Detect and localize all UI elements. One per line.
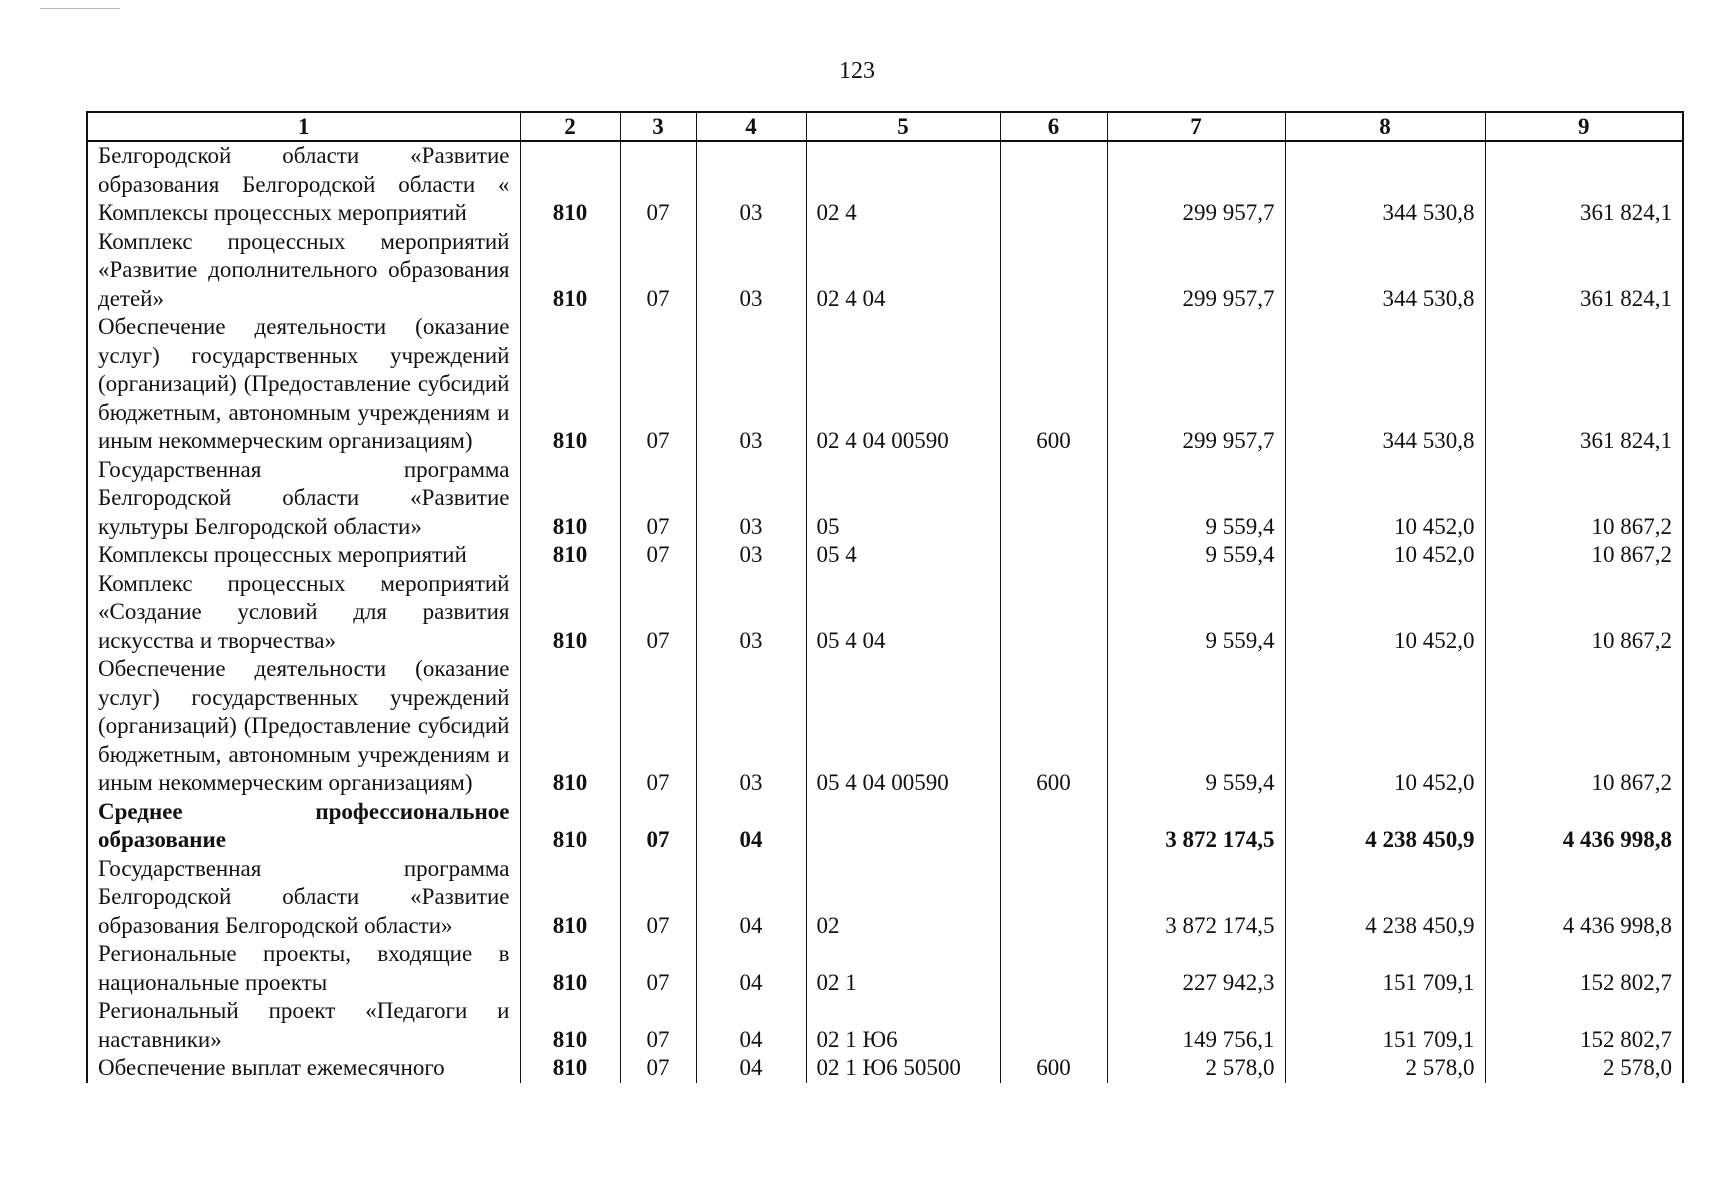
row-section-cell: 07: [620, 655, 696, 798]
row-name-cell: Комплекс процессных мероприятий «Создание условий для развития искусства и творчества»: [87, 570, 520, 656]
row-subsection-cell: 03: [696, 655, 806, 798]
row-name-cell: Государственная программа Белгородской области «Развитие культуры Белгородской области»: [87, 456, 520, 542]
row-name-cell: Среднее профессиональное образование: [87, 798, 520, 855]
row-code-cell: 810: [520, 940, 620, 997]
row-amount-cell: 10 867,2: [1485, 655, 1683, 798]
column-header: 4: [696, 112, 806, 141]
table-row: [87, 141, 1683, 228]
row-target-article-cell: 05 4 04 00590: [806, 655, 1000, 798]
row-target-article-cell: 02 4 04 00590: [806, 313, 1000, 456]
row-expense-type-cell: 600: [1000, 655, 1107, 798]
table-row: [87, 997, 1683, 1054]
row-amount-cell: 9 559,4: [1107, 541, 1285, 570]
column-header: 1: [87, 112, 520, 141]
row-amount-cell: 344 530,8: [1285, 228, 1485, 314]
row-subsection-cell: 03: [696, 570, 806, 656]
row-expense-type-cell: [1000, 456, 1107, 542]
row-expense-type-cell: [1000, 855, 1107, 941]
row-amount-cell: 10 867,2: [1485, 570, 1683, 656]
row-subsection-cell: 03: [696, 313, 806, 456]
table-row: [87, 940, 1683, 997]
row-section-cell: 07: [620, 1054, 696, 1083]
row-name-cell: Обеспечение выплат ежемесячного: [87, 1054, 520, 1083]
row-amount-cell: 10 452,0: [1285, 655, 1485, 798]
row-amount-cell: 152 802,7: [1485, 997, 1683, 1054]
row-expense-type-cell: 600: [1000, 1054, 1107, 1083]
table-row: [87, 541, 1683, 570]
row-code-cell: 810: [520, 655, 620, 798]
row-amount-cell: 151 709,1: [1285, 997, 1485, 1054]
row-section-cell: 07: [620, 997, 696, 1054]
row-expense-type-cell: [1000, 228, 1107, 314]
row-name-cell: Комплексы процессных мероприятий: [87, 541, 520, 570]
column-header: 5: [806, 112, 1000, 141]
row-code-cell: 810: [520, 997, 620, 1054]
row-amount-cell: 299 957,7: [1107, 313, 1285, 456]
row-section-cell: 07: [620, 940, 696, 997]
row-code-cell: 810: [520, 1054, 620, 1083]
row-subsection-cell: 03: [696, 141, 806, 228]
budget-table: [86, 111, 1684, 1083]
row-amount-cell: 2 578,0: [1485, 1054, 1683, 1083]
row-target-article-cell: 05 4 04: [806, 570, 1000, 656]
row-subsection-cell: 04: [696, 1054, 806, 1083]
row-name-cell: Государственная программа Белгородской области «Развитие образования Белгородской области»: [87, 855, 520, 941]
row-name-cell: Обеспечение деятельности (оказание услуг) государственных учреждений (организаций) (Предоставление субсидий бюджетным, автономным учреждениям и иным некоммерческим организациям): [87, 313, 520, 456]
row-name-cell: Региональные проекты, входящие в национальные проекты: [87, 940, 520, 997]
row-amount-cell: 10 452,0: [1285, 541, 1485, 570]
row-name-cell: Белгородской области «Развитие образования Белгородской области « Комплексы процессных мероприятий: [87, 141, 520, 228]
row-code-cell: 810: [520, 541, 620, 570]
row-amount-cell: 9 559,4: [1107, 655, 1285, 798]
table-row: [87, 313, 1683, 456]
row-amount-cell: 9 559,4: [1107, 456, 1285, 542]
table-row: [87, 798, 1683, 855]
row-section-cell: 07: [620, 456, 696, 542]
row-subsection-cell: 04: [696, 855, 806, 941]
row-amount-cell: 361 824,1: [1485, 228, 1683, 314]
row-amount-cell: 10 452,0: [1285, 456, 1485, 542]
column-header: 6: [1000, 112, 1107, 141]
row-expense-type-cell: [1000, 997, 1107, 1054]
column-header: 2: [520, 112, 620, 141]
row-amount-cell: 2 578,0: [1285, 1054, 1485, 1083]
row-target-article-cell: 05: [806, 456, 1000, 542]
row-code-cell: 810: [520, 855, 620, 941]
row-target-article-cell: 02: [806, 855, 1000, 941]
row-section-cell: 07: [620, 570, 696, 656]
scan-artifact-line: [40, 8, 120, 9]
row-code-cell: 810: [520, 798, 620, 855]
row-code-cell: 810: [520, 456, 620, 542]
row-amount-cell: 9 559,4: [1107, 570, 1285, 656]
row-amount-cell: 152 802,7: [1485, 940, 1683, 997]
row-amount-cell: 361 824,1: [1485, 141, 1683, 228]
row-name-cell: Обеспечение деятельности (оказание услуг) государственных учреждений (организаций) (Предоставление субсидий бюджетным, автономным учреждениям и иным некоммерческим организациям): [87, 655, 520, 798]
row-amount-cell: 149 756,1: [1107, 997, 1285, 1054]
row-subsection-cell: 04: [696, 997, 806, 1054]
row-subsection-cell: 03: [696, 228, 806, 314]
row-code-cell: 810: [520, 570, 620, 656]
table-body: [87, 141, 1683, 1083]
row-target-article-cell: 02 1 Ю6: [806, 997, 1000, 1054]
table-row: [87, 1054, 1683, 1083]
page-number: 123: [839, 58, 875, 84]
column-header: 8: [1285, 112, 1485, 141]
row-subsection-cell: 04: [696, 940, 806, 997]
row-section-cell: 07: [620, 141, 696, 228]
table-row: [87, 855, 1683, 941]
row-subsection-cell: 04: [696, 798, 806, 855]
row-amount-cell: 4 238 450,9: [1285, 798, 1485, 855]
row-name-cell: Комплекс процессных мероприятий «Развитие дополнительного образования детей»: [87, 228, 520, 314]
row-amount-cell: 4 436 998,8: [1485, 855, 1683, 941]
row-amount-cell: 10 452,0: [1285, 570, 1485, 656]
row-section-cell: 07: [620, 228, 696, 314]
row-section-cell: 07: [620, 855, 696, 941]
row-amount-cell: 3 872 174,5: [1107, 855, 1285, 941]
row-amount-cell: 151 709,1: [1285, 940, 1485, 997]
column-header: 7: [1107, 112, 1285, 141]
row-expense-type-cell: [1000, 141, 1107, 228]
table-row: [87, 456, 1683, 542]
row-target-article-cell: 02 1 Ю6 50500: [806, 1054, 1000, 1083]
row-amount-cell: 10 867,2: [1485, 456, 1683, 542]
row-expense-type-cell: 600: [1000, 313, 1107, 456]
row-subsection-cell: 03: [696, 456, 806, 542]
table-row: [87, 655, 1683, 798]
row-amount-cell: 227 942,3: [1107, 940, 1285, 997]
row-amount-cell: 10 867,2: [1485, 541, 1683, 570]
row-section-cell: 07: [620, 313, 696, 456]
row-expense-type-cell: [1000, 940, 1107, 997]
row-code-cell: 810: [520, 141, 620, 228]
row-target-article-cell: 05 4: [806, 541, 1000, 570]
row-amount-cell: 361 824,1: [1485, 313, 1683, 456]
column-header: 3: [620, 112, 696, 141]
row-amount-cell: 4 238 450,9: [1285, 855, 1485, 941]
row-amount-cell: 344 530,8: [1285, 141, 1485, 228]
table-row: [87, 570, 1683, 656]
row-expense-type-cell: [1000, 541, 1107, 570]
row-code-cell: 810: [520, 313, 620, 456]
row-target-article-cell: 02 4 04: [806, 228, 1000, 314]
row-subsection-cell: 03: [696, 541, 806, 570]
row-target-article-cell: [806, 798, 1000, 855]
row-section-cell: 07: [620, 541, 696, 570]
row-target-article-cell: 02 1: [806, 940, 1000, 997]
row-code-cell: 810: [520, 228, 620, 314]
column-number-row: [87, 112, 1683, 141]
row-amount-cell: 299 957,7: [1107, 228, 1285, 314]
row-amount-cell: 4 436 998,8: [1485, 798, 1683, 855]
table-row: [87, 228, 1683, 314]
row-amount-cell: 344 530,8: [1285, 313, 1485, 456]
row-name-cell: Региональный проект «Педагоги и наставники»: [87, 997, 520, 1054]
row-expense-type-cell: [1000, 570, 1107, 656]
row-amount-cell: 3 872 174,5: [1107, 798, 1285, 855]
row-section-cell: 07: [620, 798, 696, 855]
row-amount-cell: 2 578,0: [1107, 1054, 1285, 1083]
row-expense-type-cell: [1000, 798, 1107, 855]
row-amount-cell: 299 957,7: [1107, 141, 1285, 228]
row-target-article-cell: 02 4: [806, 141, 1000, 228]
column-header: 9: [1485, 112, 1683, 141]
